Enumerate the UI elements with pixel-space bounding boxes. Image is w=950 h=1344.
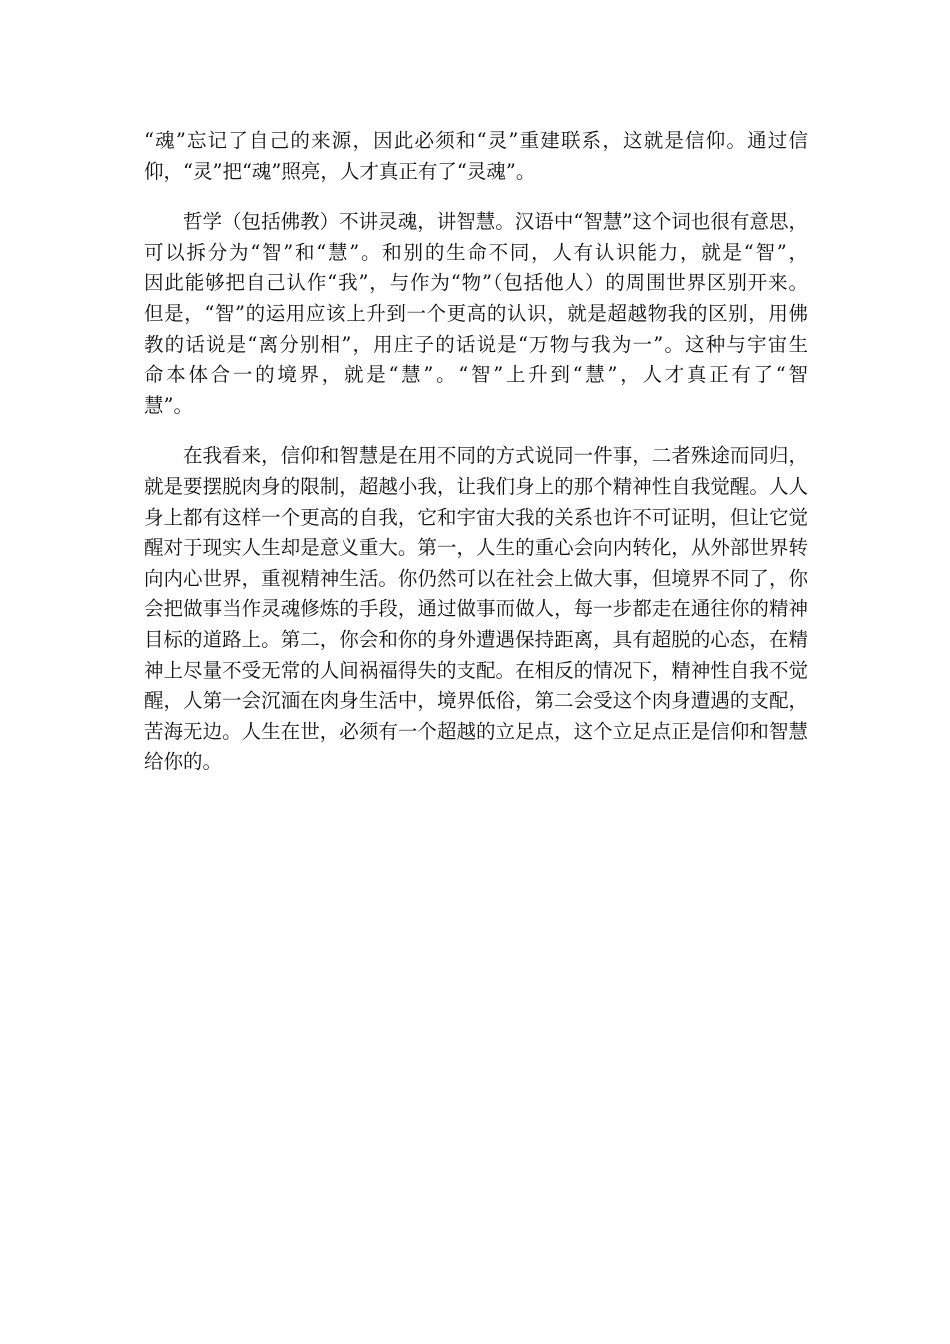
paragraph-2 <box>144 207 808 421</box>
text-line: 在我看来，信仰和智慧是在用不同的方式说同一件事，二者殊途而同归， <box>183 444 808 468</box>
text-line: 给你的。 <box>144 750 223 774</box>
text-line: 仰，“灵”把“魂”照亮，人才真正有了“灵魂”。 <box>144 159 536 183</box>
text-line: 醒对于现实人生却是意义重大。第一，人生的重心会向内转化，从外部世界转 <box>144 536 808 560</box>
text-line: 目标的道路上。第二，你会和你的身外遭遇保持距离，具有超脱的心态，在精 <box>144 627 808 651</box>
text-line: 会把做事当作灵魂修炼的手段，通过做事而做人，每一步都走在通往你的精神 <box>144 597 808 621</box>
text-line: 因此能够把自己认作“我”，与作为“物”（包括他人）的周围世界区别开来。 <box>144 271 808 295</box>
text-line: “魂”忘记了自己的来源，因此必须和“灵”重建联系，这就是信仰。通过信 <box>144 129 808 152</box>
text-line: 苦海无边。人生在世，必须有一个超越的立足点，这个立足点正是信仰和智慧 <box>144 719 808 743</box>
text-line: 向内心世界，重视精神生活。你仍然可以在社会上做大事，但境界不同了，你 <box>144 566 808 590</box>
paragraph-3 <box>144 441 808 778</box>
text-line: 但是，“智”的运用应该上升到一个更高的认识，就是超越物我的区别，用佛 <box>144 301 808 325</box>
document-body <box>144 126 808 798</box>
text-line: 教的话说是“离分别相”，用庄子的话说是“万物与我为一”。这种与宇宙生 <box>144 332 808 356</box>
text-line: 就是要摆脱肉身的限制，超越小我，让我们身上的那个精神性自我觉醒。人人 <box>144 474 808 498</box>
text-line: 命本体合一的境界，就是“慧”。“智”上升到“慧”，人才真正有了“智 <box>144 363 808 387</box>
text-line: 慧”。 <box>144 393 193 417</box>
text-line: 可以拆分为“智”和“慧”。和别的生命不同，人有认识能力，就是“智”， <box>144 240 808 264</box>
text-line: 哲学（包括佛教）不讲灵魂，讲智慧。汉语中“智慧”这个词也很有意思， <box>183 210 808 234</box>
text-line: 身上都有这样一个更高的自我，它和宇宙大我的关系也许不可证明，但让它觉 <box>144 505 808 529</box>
text-line: 神上尽量不受无常的人间祸福得失的支配。在相反的情况下，精神性自我不觉 <box>144 658 808 682</box>
paragraph-1 <box>144 126 808 187</box>
text-line: 醒，人第一会沉湎在肉身生活中，境界低俗，第二会受这个肉身遭遇的支配， <box>144 689 808 713</box>
